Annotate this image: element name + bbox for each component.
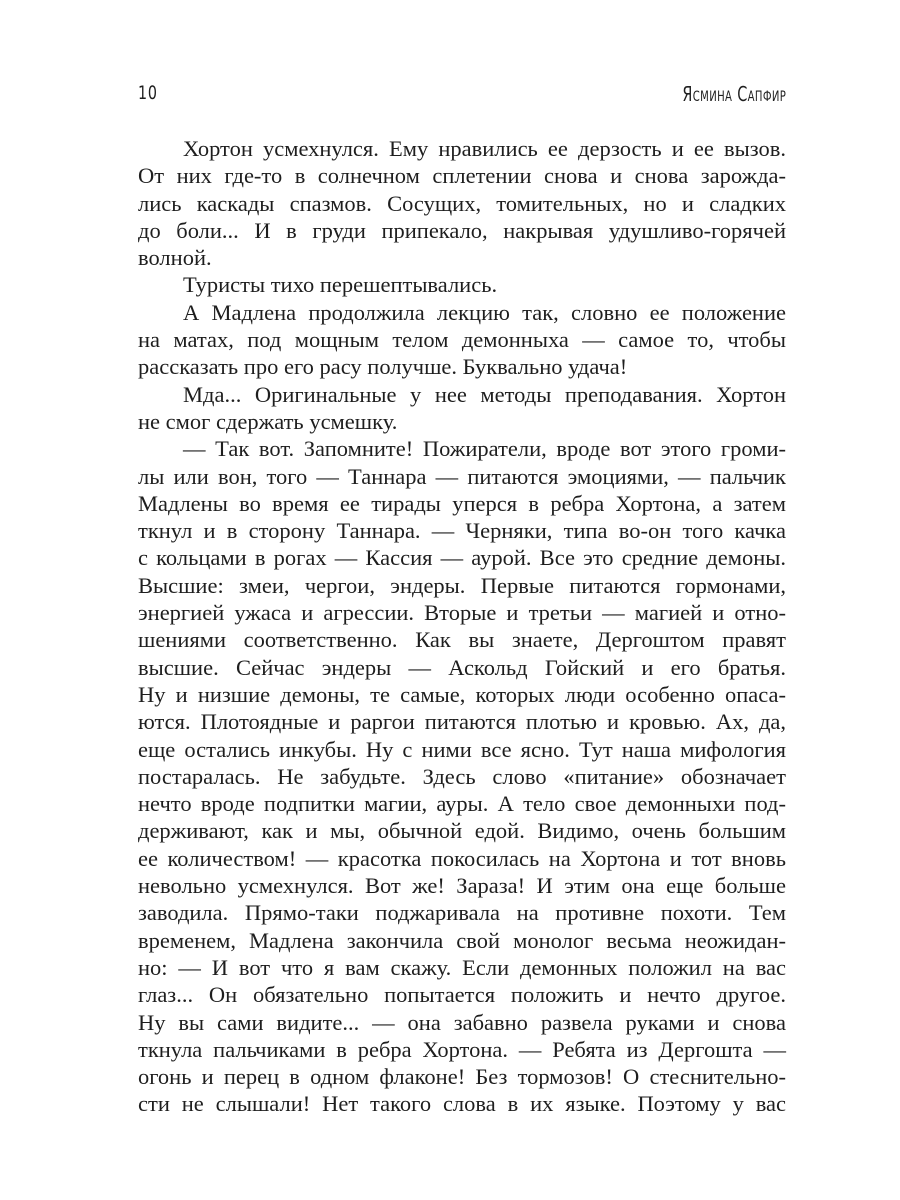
text-line: шениями соответственно. Как вы знаете, Дергоштом правят [138, 627, 786, 653]
page-number: 10 [138, 82, 158, 104]
body-text [138, 135, 786, 1118]
text-line: на матах, под мощным телом демонныха — самое то, чтобы [138, 327, 786, 353]
text-line: ются. Плотоядные и раргои питаются плотью и кровью. Ах, да, [138, 709, 786, 735]
text-line: постаралась. Не забудьте. Здесь слово «питание» обозначает [138, 763, 786, 789]
text-line: лы или вон, того — Таннара — питаются эмоциями, — пальчик [138, 463, 786, 489]
text-line: А Мадлена продолжила лекцию так, словно ее положение [183, 299, 786, 325]
page-header [138, 82, 786, 112]
text-line: Туристы тихо перешептывались. [183, 272, 498, 298]
text-line: высшие. Сейчас эндеры — Аскольд Гойский и его братья. [138, 654, 786, 680]
text-line: но: — И вот что я вам скажу. Если демонных положил на вас [138, 954, 786, 980]
text-line: Ну вы сами видите... — она забавно развела руками и снова [138, 1009, 786, 1035]
text-line: сти не слышали! Нет такого слова в их языке. Поэтому у вас [138, 1091, 786, 1117]
text-line: ее количеством! — красотка покосилась на Хортона и тот вновь [138, 845, 786, 871]
text-line: ткнул и в сторону Таннара. — Черняки, типа во-он того качка [138, 518, 786, 544]
text-line: Ну и низшие демоны, те самые, которых люди особенно опаса- [138, 681, 786, 707]
text-line: заводила. Прямо-таки поджаривала на противне похоти. Тем [138, 900, 786, 926]
text-line: лись каскады спазмов. Сосущих, томительных, но и сладких [138, 190, 786, 216]
text-line: Высшие: змеи, чергои, эндеры. Первые питаются гормонами, [138, 572, 786, 598]
text-line: ткнула пальчиками в ребра Хортона. — Ребята из Дергошта — [138, 1036, 786, 1062]
text-line: Хортон усмехнулся. Ему нравились ее дерзость и ее вызов. [183, 136, 786, 161]
running-title-author: Ясмина Сапфир [682, 82, 786, 106]
text-line: нечто вроде подпитки магии, ауры. А тело свое демонныхи под- [138, 791, 786, 817]
text-line: энергией ужаса и агрессии. Вторые и третьи — магией и отно- [138, 600, 786, 626]
text-line: невольно усмехнулся. Вот же! Зараза! И этим она еще больше [138, 873, 786, 899]
text-line: с кольцами в рогах — Кассия — аурой. Все это средние демоны. [138, 545, 786, 571]
text-line: держивают, как и мы, обычной едой. Видимо, очень большим [138, 818, 786, 844]
text-line: еще остались инкубы. Ну с ними все ясно. Тут наша мифология [138, 736, 786, 762]
text-line: временем, Мадлена закончила свой монолог весьма неожидан- [138, 927, 786, 953]
text-line: до боли... И в груди припекало, накрывая удушливо-горячей [138, 217, 786, 243]
text-line: рассказать про его расу получше. Буквально удача! [138, 354, 628, 380]
text-line: Мда... Оригинальные у нее методы преподавания. Хортон [183, 381, 786, 407]
text-line: От них где-то в солнечном сплетении снова и снова зарожда- [138, 163, 786, 189]
text-line: Мадлены во время ее тирады уперся в ребра Хортона, а затем [138, 490, 786, 516]
text-line: огонь и перец в одном флаконе! Без тормозов! О стеснительно- [138, 1064, 786, 1090]
text-line: не смог сдержать усмешку. [138, 408, 398, 434]
text-line: глаз... Он обязательно попытается положить и нечто другое. [138, 982, 786, 1008]
text-line: волной. [138, 245, 212, 271]
text-line: — Так вот. Запомните! Пожиратели, вроде вот этого громи- [183, 436, 786, 462]
